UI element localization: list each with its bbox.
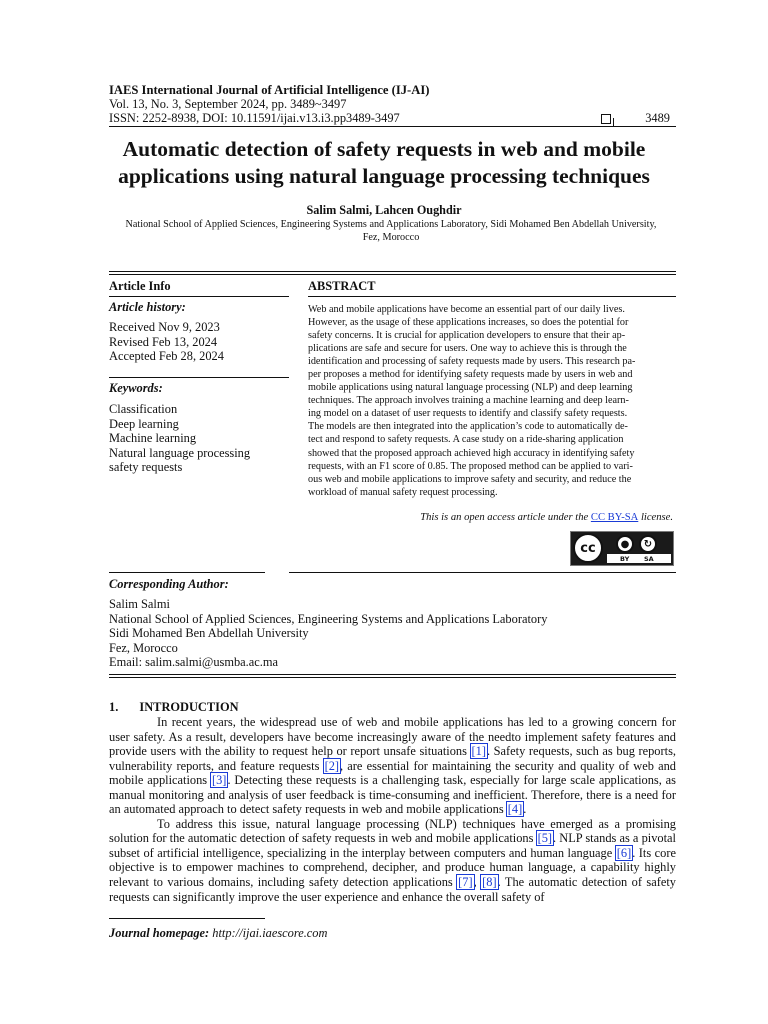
corresponding-details: [109, 597, 547, 670]
text: .: [523, 802, 527, 817]
intro-body: [109, 715, 676, 904]
article-info-heading: Article Info: [109, 279, 171, 293]
history-revised: Revised Feb 13, 2024: [109, 334, 218, 349]
by-label: BY: [620, 555, 630, 563]
keywords-list: [109, 402, 289, 475]
info-top-rule: [109, 271, 676, 272]
issn-doi: ISSN: 2252-8938, DOI: 10.11591/ijai.v13.i3.pp3489-3497: [109, 111, 400, 125]
header-rule: [109, 126, 676, 127]
keywords-heading: Keywords:: [109, 381, 163, 395]
paper-title: [60, 136, 708, 190]
text: . Safety requests, such as bug reports, vulnerability reports, and feature requests: [109, 744, 676, 773]
corresponding-line: National School of Applied Sciences, Engineering Systems and Applications Laboratory: [109, 611, 548, 626]
keywords-rule: [109, 377, 289, 378]
section-number: 1.: [109, 700, 119, 714]
abstract-line: requests, with an F1 score of 0.85. The proposed method can be applied to vari-: [308, 460, 633, 472]
keyword: safety requests: [109, 460, 183, 475]
corresponding-line: Sidi Mohamed Ben Abdellah University: [109, 626, 309, 641]
cc-by-sa-badge[interactable]: [570, 531, 674, 566]
abstract-line: However, as the usage of these applications increases, so does the potential for: [308, 317, 629, 329]
section-heading: [109, 700, 239, 715]
citation-link[interactable]: [1]: [471, 744, 486, 759]
text: , are essential for maintaining the security and quality of web and mobile applications: [109, 758, 676, 788]
abstract-line: plications are safe and secure for users. One way to achieve this is through the: [308, 343, 627, 355]
keyword: Classification: [109, 402, 178, 416]
info-top-rule-2: [109, 274, 676, 275]
abstract-line: mobile applications using natural language processing (NLP) and deep learning: [308, 382, 633, 394]
affiliation: [115, 219, 667, 245]
abstract-line: ing model on a dataset of user requests to identify and classify safety requests.: [308, 408, 628, 420]
corresponding-heading: Corresponding Author:: [109, 577, 229, 591]
abstract-line: tect and respond to safety requests. A case study on a ride-sharing application: [308, 434, 624, 446]
cc-icon: cc: [573, 533, 603, 563]
by-person-icon: ●: [616, 535, 634, 553]
history-accepted: Accepted Feb 28, 2024: [109, 349, 224, 364]
text: . NLP stands as a pivotal subset of artificial intelligence, specializing in the interplay between computers and human language: [109, 831, 676, 860]
abstract-line: identification and processing of safety requests made by users. This research pa-: [308, 356, 636, 368]
citation-link[interactable]: [7]: [458, 875, 473, 890]
header-right: [601, 111, 670, 126]
homepage-url[interactable]: http://ijai.iaescore.com: [212, 926, 328, 940]
citation-link[interactable]: [3]: [211, 773, 227, 788]
keyword: Deep learning: [109, 416, 179, 431]
text: To address this issue, natural language processing (NLP) techniques have emerged as a promising solution for the automatic detection of safety requests in web and mobile applications: [109, 816, 676, 846]
abstract-line: workload of manual safety request processing.: [308, 486, 498, 498]
text: . Its core objective is to empower machines to comprehend, decipher, and produce human language, a capability highly relevant to various domains, including safety detection applications: [109, 845, 676, 890]
abstract-line: The models are then integrated into the application’s code to automatically de-: [308, 421, 628, 433]
abstract-line: Web and mobile applications have become an essential part of our daily lives.: [308, 304, 625, 315]
info-bottom-rule-right: [289, 572, 676, 573]
keyword: Natural language processing: [109, 445, 251, 460]
footer-rule: [109, 918, 265, 919]
corresponding-name: Salim Salmi: [109, 597, 170, 611]
article-history-list: [109, 320, 289, 364]
text: ,: [473, 875, 482, 890]
sa-share-icon: ↻: [639, 535, 657, 553]
cc-badge-band: [607, 554, 671, 563]
volume-info: Vol. 13, No. 3, September 2024, pp. 3489~3497: [109, 97, 347, 111]
open-access-note: [420, 512, 673, 523]
external-box-icon: [601, 114, 611, 124]
abstract-line: per proposes a method for identifying safety requests made by users in web and: [308, 369, 633, 381]
citation-link[interactable]: [2]: [324, 758, 340, 773]
journal-name: IAES International Journal of Artificial Intelligence (IJ-AI): [109, 83, 430, 97]
corresponding-rule-2: [109, 677, 676, 678]
abstract-body: [308, 303, 674, 499]
open-access-prefix: This is an open access article under the: [420, 512, 589, 523]
paragraph-1: [109, 715, 676, 817]
text: . The automatic detection of safety requests can significantly improve the user experience and enhance the overall safety of: [109, 875, 676, 904]
citation-link[interactable]: [5]: [537, 831, 553, 846]
article-info-rule: [109, 296, 289, 297]
corresponding-email: Email: salim.salmi@usmba.ac.ma: [109, 655, 279, 670]
open-access-suffix: license.: [640, 512, 673, 523]
affiliation-line-2: Fez, Morocco: [362, 231, 420, 243]
citation-link[interactable]: [4]: [507, 802, 523, 817]
abstract-heading: ABSTRACT: [308, 279, 376, 293]
info-bottom-rule-left: [109, 572, 265, 573]
paragraph-2: [109, 817, 676, 904]
journal-homepage: [109, 926, 327, 941]
citation-link[interactable]: [6]: [616, 845, 632, 860]
abstract-rule: [308, 296, 676, 297]
section-title: INTRODUCTION: [139, 700, 239, 714]
text: . Detecting these requests is a challenging task, especially for large scale applications, as manual monitoring and analysis of user feedback is time-consuming and inefficient. Therefore, there is a need for an automated approach to detect safety requests in web and mobile applications: [109, 773, 676, 817]
history-received: Received Nov 9, 2023: [109, 320, 220, 334]
page-number: 3489: [645, 111, 670, 125]
homepage-label: Journal homepage:: [109, 926, 210, 940]
authors: Salim Salmi, Lahcen Oughdir: [306, 203, 462, 217]
corresponding-line: Fez, Morocco: [109, 640, 178, 655]
abstract-line: safety concerns. It is crucial for application developers to ensure that their ap-: [308, 330, 626, 342]
title-line-1: Automatic detection of safety requests in web and mobile: [122, 137, 646, 161]
corresponding-rule: [109, 674, 676, 675]
keyword: Machine learning: [109, 431, 197, 446]
citation-link[interactable]: [8]: [482, 875, 497, 890]
abstract-line: ous web and mobile applications to improve safety and security, and reduce the: [308, 473, 632, 485]
text: In recent years, the widespread use of web and mobile applications has led to a growing concern for user safety. As a result, developers have become increasingly aware of the needto implement safety features and provide users with the ability to request help or report unsafe situations: [109, 715, 676, 759]
abstract-line: techniques. The approach involves training a machine learning and deep learn-: [308, 395, 629, 407]
sa-label: SA: [644, 555, 654, 563]
article-history-heading: Article history:: [109, 300, 186, 314]
abstract-line: showed that the proposed approach achieved high accuracy in identifying safety: [308, 447, 635, 459]
title-line-2: applications using natural language processing techniques: [118, 164, 650, 188]
affiliation-line-1: National School of Applied Sciences, Engineering Systems and Applications Laboratory, Sidi Mohamed Ben Abdellah University,: [125, 219, 657, 230]
cc-by-sa-link[interactable]: CC BY-SA: [590, 512, 639, 523]
